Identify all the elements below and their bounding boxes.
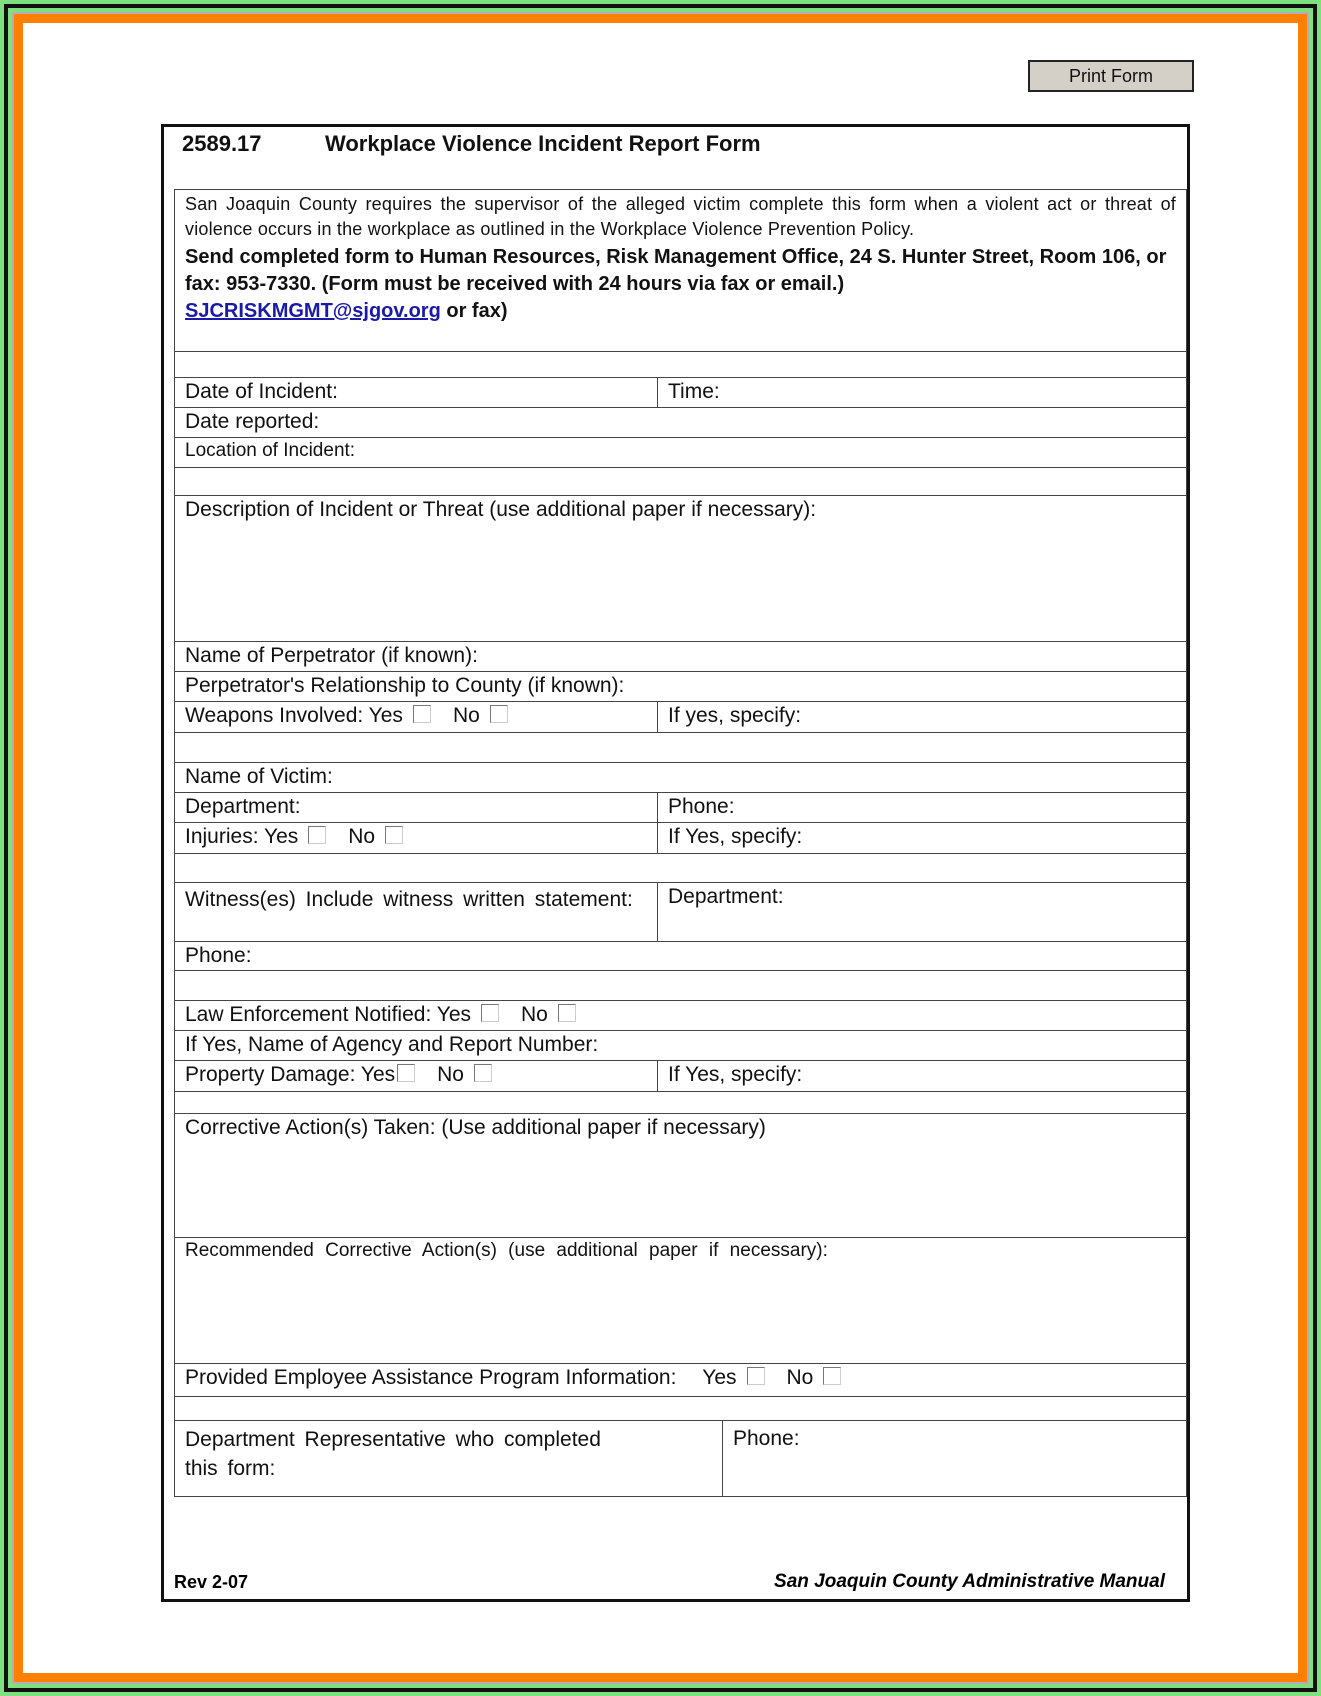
instructions-text: Send completed form to Human Resources, Risk Management Office, 24 S. Hunter Street, Room 106, or fax: 953-7330. (Form must be received with 24 hours via fax or email.) (185, 246, 1167, 295)
law-enforcement-label: Law Enforcement Notified: Yes (185, 1003, 472, 1026)
intro-instructions (185, 244, 1176, 325)
recommended-row (174, 1238, 1187, 1364)
weapons-cell (175, 702, 658, 732)
intro-block (174, 189, 1187, 352)
perpetrator-relationship-row (174, 672, 1187, 702)
incident-report-form (161, 124, 1190, 1602)
form-title (182, 131, 761, 157)
corrective-taken-field[interactable]: Corrective Action(s) Taken: (Use additional paper if necessary) (185, 1116, 766, 1139)
description-field[interactable]: Description of Incident or Threat (use additional paper if necessary): (185, 498, 817, 521)
victim-name-field[interactable]: Name of Victim: (185, 765, 333, 788)
print-form-button[interactable]: Print Form (1028, 60, 1194, 92)
weapons-yes-checkbox[interactable] (413, 705, 431, 723)
weapons-no-label: No (452, 704, 480, 727)
spacer-row (174, 733, 1187, 763)
property-specify-field[interactable]: If Yes, specify: (668, 1063, 803, 1086)
eap-yes-label: Yes (702, 1366, 737, 1389)
victim-dept-row (174, 793, 1187, 823)
weapons-row (174, 702, 1187, 733)
property-no-checkbox[interactable] (474, 1064, 492, 1082)
spacer-row (174, 1092, 1187, 1114)
witness-phone-row (174, 942, 1187, 971)
date-reported-row (174, 408, 1187, 438)
weapons-specify-field[interactable]: If yes, specify: (668, 704, 802, 727)
form-number: 2589.17 (182, 131, 262, 156)
eap-no-checkbox[interactable] (823, 1367, 841, 1385)
date-time-row (174, 378, 1187, 408)
law-yes-checkbox[interactable] (481, 1004, 499, 1022)
spacer-row (174, 854, 1187, 883)
weapons-no-checkbox[interactable] (490, 705, 508, 723)
recommended-field[interactable]: Recommended Corrective Action(s) (use additional paper if necessary): (185, 1240, 828, 1261)
injuries-no-label: No (348, 825, 376, 848)
injuries-specify-field[interactable]: If Yes, specify: (668, 825, 803, 848)
rep-row (174, 1421, 1187, 1497)
victim-name-row (174, 763, 1187, 793)
eap-cell (175, 1364, 873, 1396)
property-cell (175, 1061, 658, 1091)
law-enforcement-cell (175, 1001, 608, 1030)
location-row (174, 438, 1187, 468)
spacer-row (174, 352, 1187, 378)
revision-label: Rev 2-07 (174, 1572, 249, 1592)
email-link[interactable]: SJCRISKMGMT@sjgov.org (185, 300, 441, 322)
injuries-row (174, 823, 1187, 854)
spacer-row (174, 468, 1187, 496)
intro-paragraph: San Joaquin County requires the supervisor of the alleged victim complete this form when a violent act or threat of violence occurs in the workplace as outlined in the Workplace Violence Prevention Policy. (185, 194, 1176, 239)
location-field[interactable]: Location of Incident: (185, 440, 356, 461)
manual-label: San Joaquin County Administrative Manual (774, 1571, 1165, 1592)
property-yes-checkbox[interactable] (397, 1064, 415, 1082)
injuries-cell (175, 823, 658, 853)
witness-department-field[interactable]: Department: (668, 885, 784, 908)
form-title-text: Workplace Violence Incident Report Form (325, 131, 761, 156)
property-label: Property Damage: Yes (185, 1063, 396, 1086)
property-no-label: No (437, 1063, 464, 1086)
perpetrator-relationship-field[interactable]: Perpetrator's Relationship to County (if known): (185, 674, 625, 697)
agency-row (174, 1031, 1187, 1061)
email-suffix: or fax) (440, 300, 508, 322)
victim-phone-field[interactable]: Phone: (668, 795, 735, 818)
law-no-checkbox[interactable] (558, 1004, 576, 1022)
date-of-incident-field[interactable]: Date of Incident: (175, 378, 658, 407)
injuries-yes-checkbox[interactable] (308, 826, 326, 844)
form-body (174, 189, 1187, 1497)
witness-phone-field[interactable]: Phone: (185, 944, 252, 967)
eap-row (174, 1364, 1187, 1397)
property-row (174, 1061, 1187, 1092)
agency-field[interactable]: If Yes, Name of Agency and Report Number: (185, 1033, 599, 1056)
law-no-label: No (521, 1003, 548, 1026)
date-reported-field[interactable]: Date reported: (185, 410, 320, 433)
injuries-label: Injuries: Yes (185, 825, 299, 848)
witness-row (174, 883, 1187, 942)
weapons-label: Weapons Involved: Yes (185, 704, 403, 727)
eap-label: Provided Employee Assistance Program Information: (185, 1366, 677, 1389)
eap-yes-checkbox[interactable] (747, 1367, 765, 1385)
rep-phone-field[interactable]: Phone: (733, 1427, 800, 1450)
description-row (174, 496, 1187, 642)
victim-department-field[interactable]: Department: (175, 793, 658, 822)
corrective-taken-row (174, 1114, 1187, 1238)
injuries-no-checkbox[interactable] (385, 826, 403, 844)
witness-field[interactable]: Witness(es) Include witness written statement: (175, 883, 658, 941)
perpetrator-name-field[interactable]: Name of Perpetrator (if known): (185, 644, 478, 667)
law-enforcement-row (174, 1001, 1187, 1031)
eap-no-label: No (786, 1366, 814, 1389)
time-field[interactable]: Time: (668, 380, 720, 403)
spacer-row (174, 971, 1187, 1001)
spacer-row (174, 1397, 1187, 1421)
perpetrator-name-row (174, 642, 1187, 672)
rep-field[interactable]: Department Representative who completed this form: (175, 1421, 723, 1496)
